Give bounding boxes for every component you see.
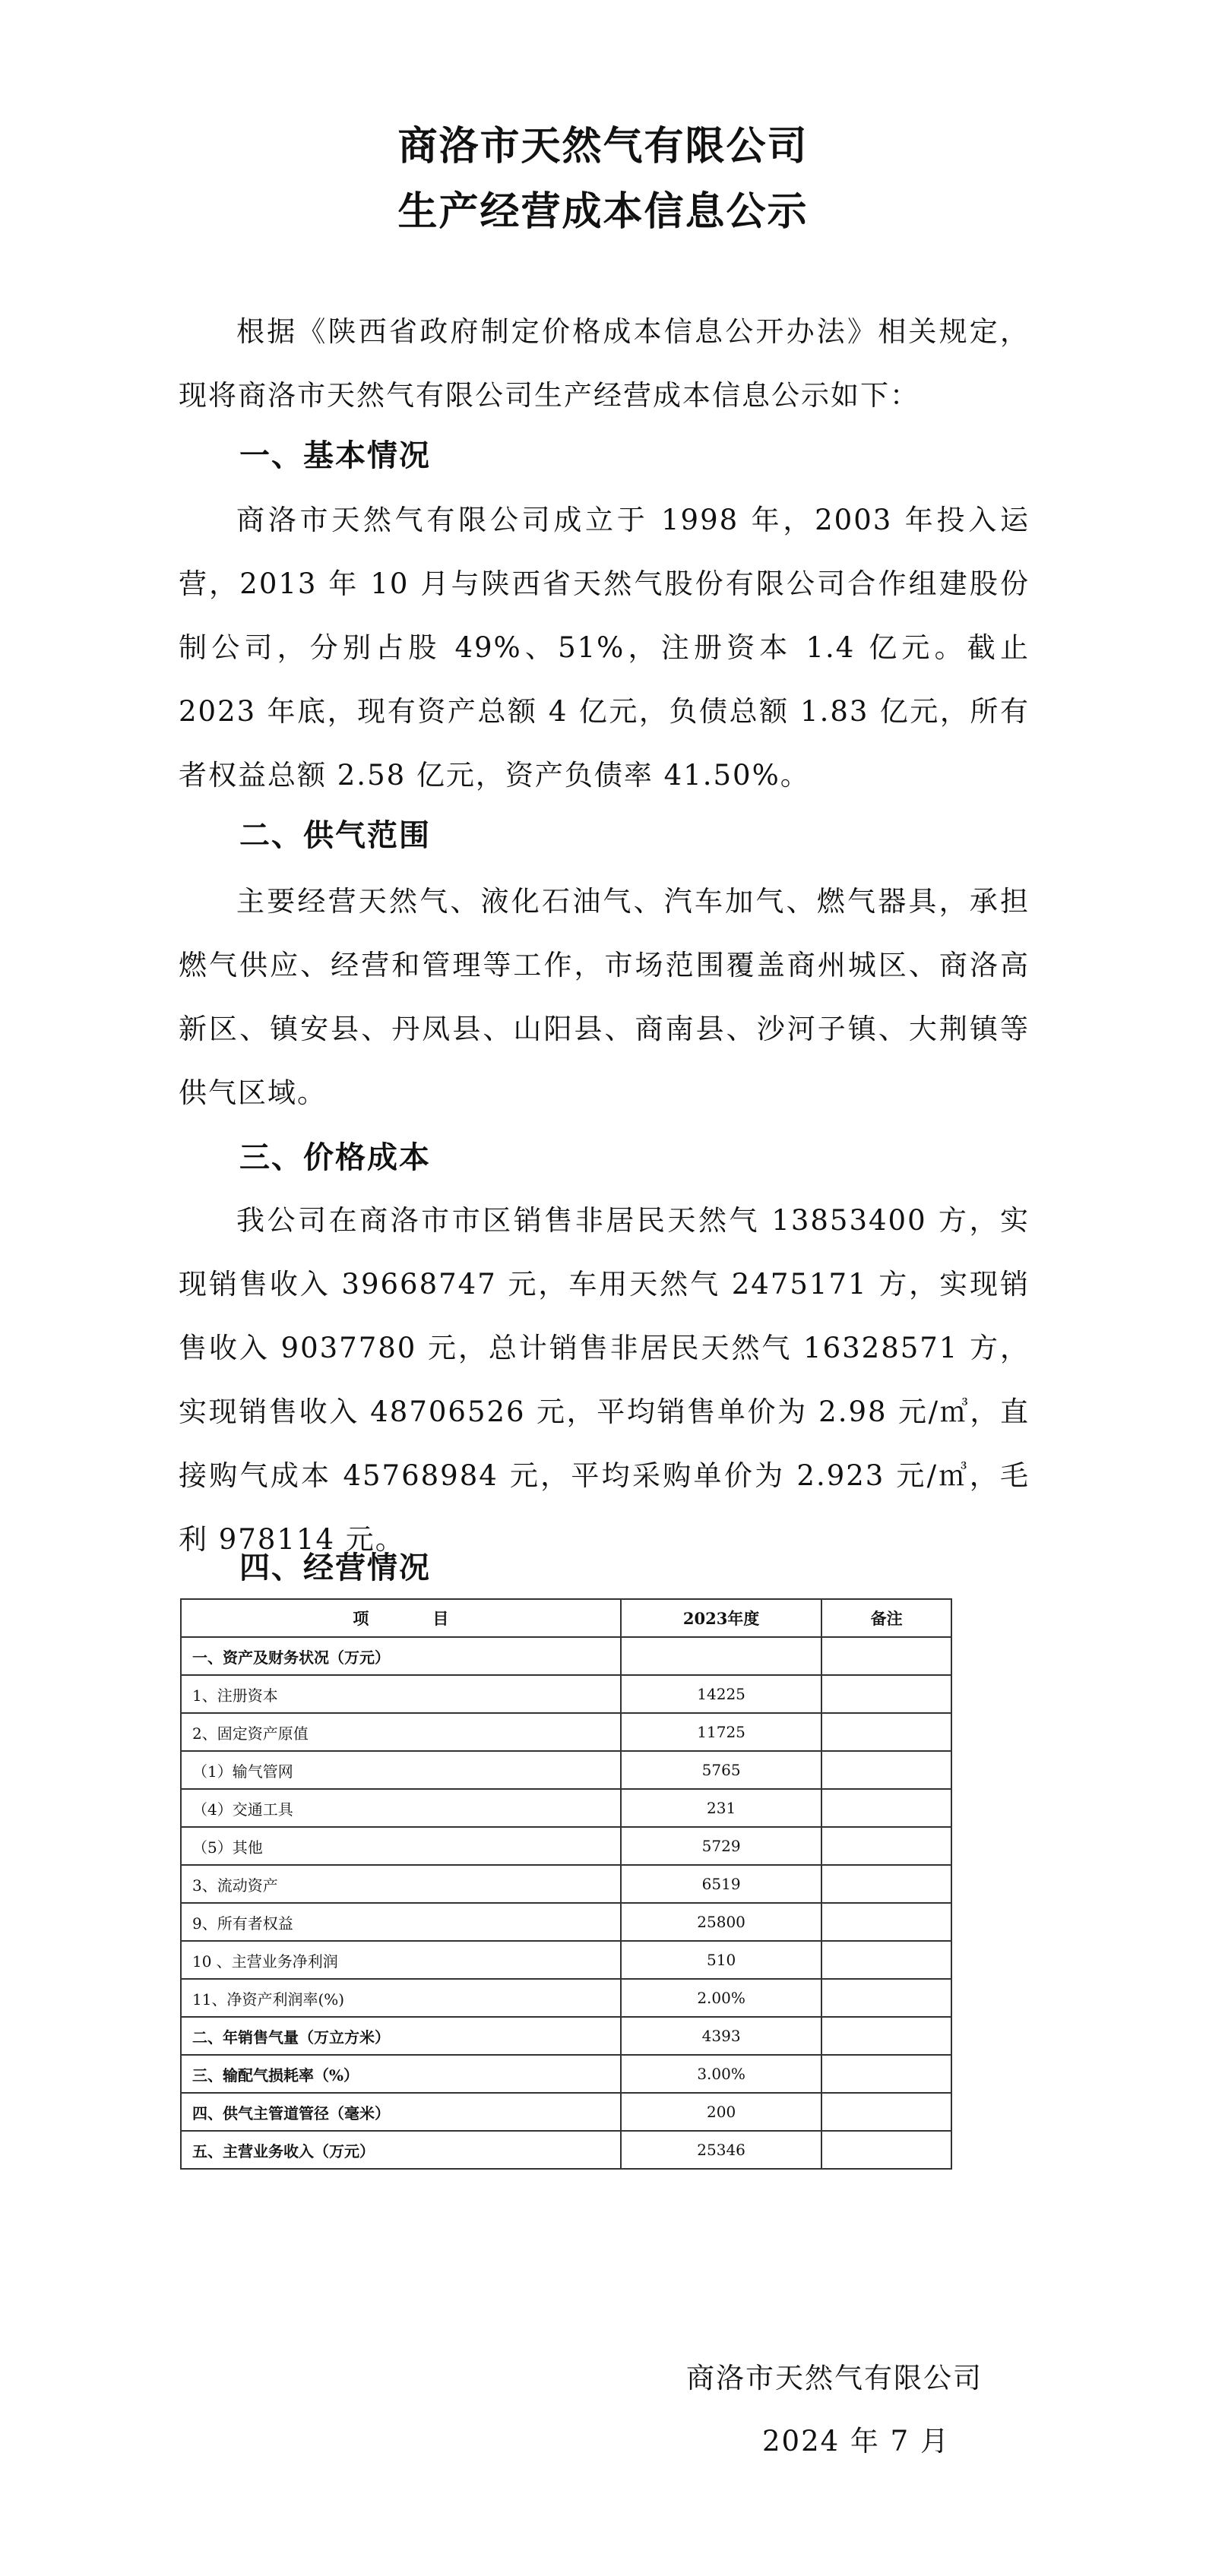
table-header-item: 项 目	[181, 1599, 621, 1637]
table-cell-note	[821, 1941, 951, 1979]
table-cell-value	[621, 1637, 822, 1675]
table-cell-note	[821, 1675, 951, 1713]
table-header-year: 2023年度	[621, 1599, 822, 1637]
section-heading-operations: 四、经营情况	[239, 1550, 431, 1585]
table-row	[181, 2055, 951, 2093]
table-cell-note	[821, 2131, 951, 2169]
table-cell-item: 五、主营业务收入（万元）	[181, 2131, 621, 2169]
table-cell-note	[821, 1979, 951, 2017]
section-text-supply-scope: 主要经营天然气、液化石油气、汽车加气、燃气器具，承担燃气供应、经营和管理等工作，市场范围覆盖商州城区、商洛高新区、镇安县、丹凤县、山阳县、商南县、沙河子镇、大荆镇等供气区域。	[179, 885, 1030, 1109]
table-row	[181, 2131, 951, 2169]
table-cell-item: 二、年销售气量（万立方米）	[181, 2017, 621, 2055]
table-cell-value: 11725	[621, 1713, 822, 1751]
table-row	[181, 1979, 951, 2017]
table-header-note: 备注	[821, 1599, 951, 1637]
table-cell-item: （4）交通工具	[181, 1789, 621, 1827]
table-cell-note	[821, 1903, 951, 1941]
table-row	[181, 1789, 951, 1827]
section-text-basic: 商洛市天然气有限公司成立于 1998 年，2003 年投入运营，2013 年 10 月与陕西省天然气股份有限公司合作组建股份制公司，分别占股 49%、51%，注册资本 1.4 亿元。截止 2023 年底，现有资产总额 4 亿元，负债总额 1.83 亿元，所有者权益总额 2.58 亿元，资产负债率 41.50%。	[179, 504, 1030, 792]
table-cell-item: 9、所有者权益	[181, 1903, 621, 1941]
table-cell-item: 一、资产及财务状况（万元）	[181, 1637, 621, 1675]
table-row	[181, 1713, 951, 1751]
table-cell-item: 11、净资产利润率(%)	[181, 1979, 621, 2017]
table-cell-item: 1、注册资本	[181, 1675, 621, 1713]
section-text-price-cost: 我公司在商洛市市区销售非居民天然气 13853400 方，实现销售收入 39668747 元，车用天然气 2475171 方，实现销售收入 9037780 元，总计销售非居民天然气 16328571 方，实现销售收入 48706526 元，平均销售单价为 2.98 元/㎥，直接购气成本 45768984 元，平均采购单价为 2.923 元/㎥，毛利 978114 元。	[179, 1204, 1030, 1556]
table-row	[181, 2017, 951, 2055]
table-cell-value: 25800	[621, 1903, 822, 1941]
table-cell-item: （1）输气管网	[181, 1751, 621, 1789]
table-row	[181, 1637, 951, 1675]
table-cell-value: 25346	[621, 2131, 822, 2169]
section-heading-supply-scope: 二、供气范围	[239, 818, 431, 853]
table-cell-note	[821, 2055, 951, 2093]
table-cell-item: 四、供气主管道管径（毫米）	[181, 2093, 621, 2131]
table-cell-value: 6519	[621, 1865, 822, 1903]
table-cell-value: 231	[621, 1789, 822, 1827]
table-cell-value: 5765	[621, 1751, 822, 1789]
table-cell-note	[821, 1827, 951, 1865]
table-row	[181, 1865, 951, 1903]
table-body	[181, 1637, 951, 2169]
title-line-2: 生产经营成本信息公示	[397, 189, 809, 235]
operations-table	[180, 1598, 952, 2170]
table-cell-note	[821, 2017, 951, 2055]
table-cell-value: 510	[621, 1941, 822, 1979]
table-cell-item: 3、流动资产	[181, 1865, 621, 1903]
title-line-1: 商洛市天然气有限公司	[397, 124, 809, 169]
table-cell-note	[821, 2093, 951, 2131]
table-cell-item: 2、固定资产原值	[181, 1713, 621, 1751]
intro-paragraph: 根据《陕西省政府制定价格成本信息公开办法》相关规定，现将商洛市天然气有限公司生产经营成本信息公示如下：	[179, 315, 1030, 412]
table-cell-note	[821, 1789, 951, 1827]
table-cell-item: 10 、主营业务净利润	[181, 1941, 621, 1979]
table-cell-item: 三、输配气损耗率（%）	[181, 2055, 621, 2093]
table-cell-note	[821, 1637, 951, 1675]
table-cell-value: 3.00%	[621, 2055, 822, 2093]
table-row	[181, 1675, 951, 1713]
table-row	[181, 1903, 951, 1941]
table-row	[181, 2093, 951, 2131]
table-cell-note	[821, 1865, 951, 1903]
signature-company: 商洛市天然气有限公司	[686, 2362, 983, 2394]
table-row	[181, 1827, 951, 1865]
section-heading-price-cost: 三、价格成本	[239, 1140, 431, 1175]
table-cell-value: 4393	[621, 2017, 822, 2055]
section-heading-basic: 一、基本情况	[239, 438, 431, 473]
table-cell-value: 2.00%	[621, 1979, 822, 2017]
table-cell-note	[821, 1751, 951, 1789]
table-row	[181, 1751, 951, 1789]
signature-date: 2024 年 7 月	[762, 2425, 950, 2457]
table-cell-value: 200	[621, 2093, 822, 2131]
table-cell-item: （5）其他	[181, 1827, 621, 1865]
table-header-row	[181, 1599, 951, 1637]
table-cell-value: 5729	[621, 1827, 822, 1865]
table-row	[181, 1941, 951, 1979]
table-cell-note	[821, 1713, 951, 1751]
table-cell-value: 14225	[621, 1675, 822, 1713]
